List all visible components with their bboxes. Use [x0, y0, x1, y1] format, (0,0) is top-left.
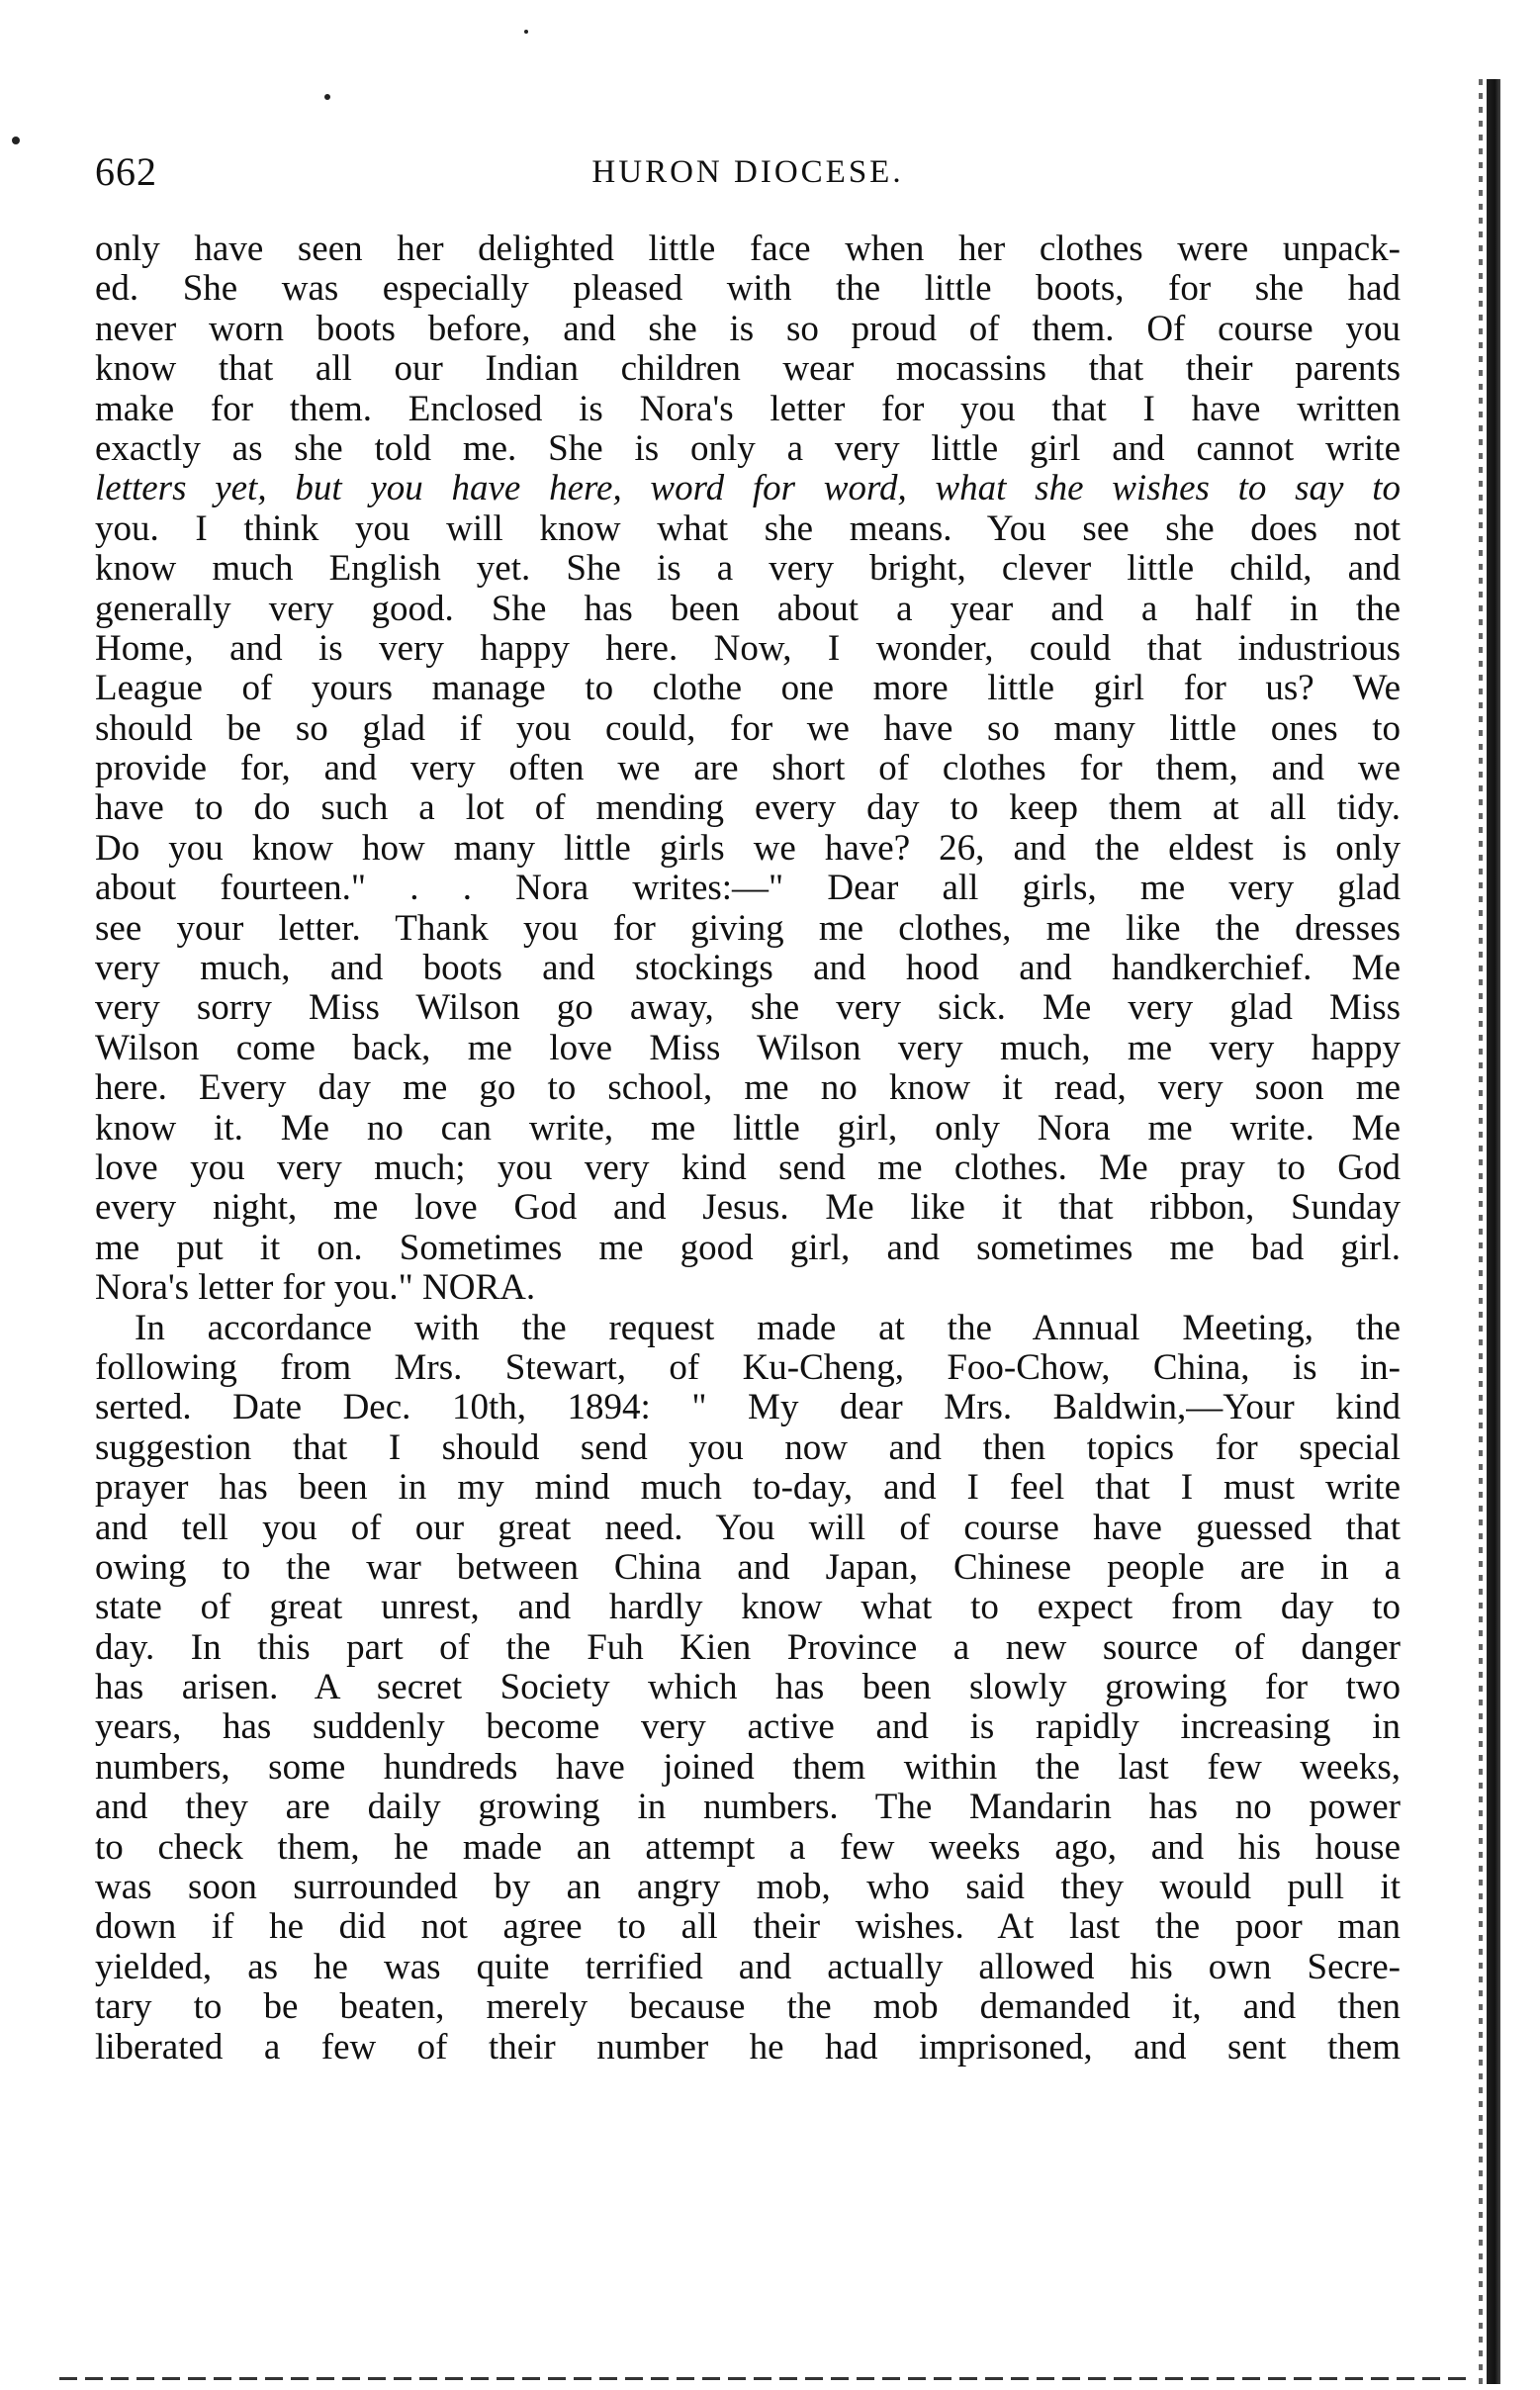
text-line: about fourteen." . . Nora writes:—" Dear all girls, me very glad	[95, 869, 1401, 909]
text-line: very much, and boots and stockings and hood and handkerchief. Me	[95, 949, 1401, 989]
text-line: you. I think you will know what she means. You see she does not	[95, 508, 1401, 549]
text-line: yielded, as he was quite terrified and actually allowed his own Secre-	[95, 1947, 1401, 1987]
text-line: generally very good. She has been about a year and a half in the	[95, 589, 1401, 629]
text-line: day. In this part of the Fuh Kien Province a new source of danger	[95, 1627, 1401, 1668]
text-line: tary to be beaten, merely because the mob demanded it, and then	[95, 1987, 1401, 2028]
text-line: letters yet, but you have here, word for word, what she wishes to say to	[95, 469, 1401, 509]
text-line: owing to the war between China and Japan, Chinese people are in a	[95, 1547, 1401, 1588]
binding-edge-dashes	[1479, 79, 1483, 2384]
text-line: liberated a few of their number he had imprisoned, and sent them	[95, 2027, 1401, 2068]
text-line: provide for, and very often we are short of clothes for them, and we	[95, 749, 1401, 789]
text-line: suggestion that I should send you now and then topics for special	[95, 1427, 1401, 1468]
text-line: have to do such a lot of mending every day to keep them at all tidy.	[95, 788, 1401, 829]
ink-speck	[12, 137, 20, 144]
text-line: down if he did not agree to all their wishes. At last the poor man	[95, 1907, 1401, 1948]
text-line: and tell you of our great need. You will of course have guessed that	[95, 1508, 1401, 1548]
text-line: make for them. Enclosed is Nora's letter for you that I have written	[95, 389, 1401, 429]
text-line: following from Mrs. Stewart, of Ku-Cheng, Foo-Chow, China, is in-	[95, 1347, 1401, 1388]
text-line: Wilson come back, me love Miss Wilson very much, me very happy	[95, 1028, 1401, 1068]
text-line: exactly as she told me. She is only a very little girl and cannot write	[95, 428, 1401, 469]
text-line: Nora's letter for you." NORA.	[95, 1268, 536, 1309]
text-line: here. Every day me go to school, me no know it read, very soon me	[95, 1068, 1401, 1109]
ink-speck	[324, 94, 330, 100]
text-line: state of great unrest, and hardly know what to expect from day to	[95, 1588, 1401, 1628]
page-number: 662	[95, 149, 157, 194]
running-head: HURON DIOCESE.	[591, 154, 904, 190]
text-line: was soon surrounded by an angry mob, who said they would pull it	[95, 1868, 1401, 1908]
text-line: should be so glad if you could, for we have so many little ones to	[95, 708, 1401, 749]
text-line: prayer has been in my mind much to-day, and I feel that I must write	[95, 1468, 1401, 1509]
text-line: Do you know how many little girls we have? 26, and the eldest is only	[95, 828, 1401, 869]
text-line: know it. Me no can write, me little girl, only Nora me write. Me	[95, 1108, 1401, 1149]
text-line: never worn boots before, and she is so proud of them. Of course you	[95, 309, 1401, 349]
text-line: serted. Date Dec. 10th, 1894: " My dear Mrs. Baldwin,—Your kind	[95, 1388, 1401, 1428]
text-line: and they are daily growing in numbers. The Mandarin has no power	[95, 1788, 1401, 1828]
text-line: In accordance with the request made at the Annual Meeting, the	[135, 1308, 1401, 1348]
text-line: only have seen her delighted little face when her clothes were unpack-	[95, 230, 1401, 269]
text-line: Home, and is very happy here. Now, I wonder, could that industrious	[95, 628, 1401, 669]
body-text	[95, 230, 1401, 2068]
text-line: to check them, he made an attempt a few weeks ago, and his house	[95, 1827, 1401, 1868]
binding-edge-shadow	[1487, 79, 1500, 2384]
text-line: ed. She was especially pleased with the little boots, for she had	[95, 269, 1401, 310]
text-line: love you very much; you very kind send me clothes. Me pray to God	[95, 1148, 1401, 1188]
text-line: numbers, some hundreds have joined them within the last few weeks,	[95, 1747, 1401, 1788]
bottom-edge-rule	[59, 2377, 1471, 2380]
text-line: very sorry Miss Wilson go away, she very sick. Me very glad Miss	[95, 988, 1401, 1029]
text-line: every night, me love God and Jesus. Me like it that ribbon, Sunday	[95, 1188, 1401, 1229]
text-line: League of yours manage to clothe one more little girl for us? We	[95, 669, 1401, 709]
text-line: see your letter. Thank you for giving me clothes, me like the dresses	[95, 908, 1401, 949]
text-line: years, has suddenly become very active and is rapidly increasing in	[95, 1707, 1401, 1748]
text-line: know much English yet. She is a very bright, clever little child, and	[95, 549, 1401, 590]
page-header	[95, 148, 1401, 198]
text-line: has arisen. A secret Society which has been slowly growing for two	[95, 1668, 1401, 1708]
text-line: know that all our Indian children wear mocassins that their parents	[95, 349, 1401, 390]
text-line: me put it on. Sometimes me good girl, and sometimes me bad girl.	[95, 1228, 1401, 1268]
ink-speck	[524, 30, 528, 34]
